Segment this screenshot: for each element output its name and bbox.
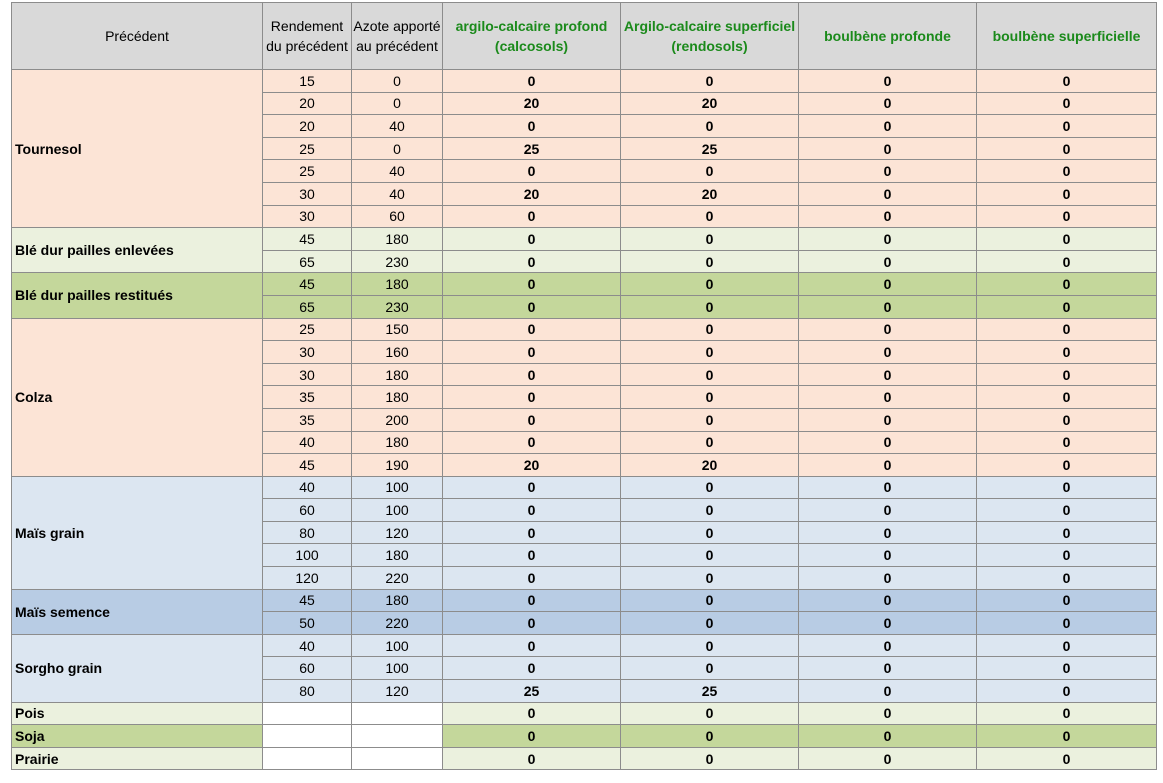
soil-value-cell: 0 bbox=[443, 386, 621, 409]
precedent-cell: Sorgho grain bbox=[12, 634, 263, 702]
azote-cell: 180 bbox=[352, 589, 443, 612]
azote-cell bbox=[352, 725, 443, 748]
soil-value-cell: 0 bbox=[977, 408, 1157, 431]
soil-value-cell: 20 bbox=[443, 454, 621, 477]
rendement-cell: 35 bbox=[263, 408, 352, 431]
rendement-cell: 20 bbox=[263, 92, 352, 115]
header-rendement: Rendement du précédent bbox=[263, 3, 352, 70]
table-body bbox=[12, 70, 1157, 770]
azote-cell: 100 bbox=[352, 657, 443, 680]
soil-value-cell: 0 bbox=[443, 634, 621, 657]
soil-value-cell: 0 bbox=[443, 70, 621, 93]
nitrogen-table-container bbox=[11, 2, 1157, 770]
soil-value-cell: 0 bbox=[799, 273, 977, 296]
azote-cell: 160 bbox=[352, 341, 443, 364]
soil-value-cell: 0 bbox=[621, 634, 799, 657]
soil-value-cell: 0 bbox=[977, 205, 1157, 228]
precedent-cell: Blé dur pailles enlevées bbox=[12, 228, 263, 273]
soil-value-cell: 0 bbox=[621, 228, 799, 251]
soil-value-cell: 0 bbox=[799, 386, 977, 409]
azote-cell: 0 bbox=[352, 137, 443, 160]
azote-cell: 40 bbox=[352, 182, 443, 205]
soil-value-cell: 0 bbox=[977, 567, 1157, 590]
soil-value-cell: 20 bbox=[443, 92, 621, 115]
soil-value-cell: 0 bbox=[621, 431, 799, 454]
azote-cell: 100 bbox=[352, 476, 443, 499]
rendement-cell: 35 bbox=[263, 386, 352, 409]
soil-value-cell: 0 bbox=[443, 657, 621, 680]
table-row bbox=[12, 747, 1157, 770]
azote-cell: 100 bbox=[352, 499, 443, 522]
soil-value-cell: 0 bbox=[621, 386, 799, 409]
soil-value-cell: 0 bbox=[621, 250, 799, 273]
soil-value-cell: 0 bbox=[621, 341, 799, 364]
rendement-cell: 30 bbox=[263, 182, 352, 205]
table-row bbox=[12, 589, 1157, 612]
soil-value-cell: 0 bbox=[621, 408, 799, 431]
soil-value-cell: 0 bbox=[977, 295, 1157, 318]
header-azote: Azote apporté au précédent bbox=[352, 3, 443, 70]
nitrogen-table bbox=[11, 2, 1157, 770]
table-row bbox=[12, 318, 1157, 341]
soil-value-cell: 0 bbox=[977, 476, 1157, 499]
soil-value-cell: 0 bbox=[977, 318, 1157, 341]
soil-value-cell: 0 bbox=[799, 408, 977, 431]
soil-value-cell: 0 bbox=[977, 182, 1157, 205]
soil-value-cell: 0 bbox=[443, 341, 621, 364]
soil-value-cell: 0 bbox=[977, 589, 1157, 612]
rendement-cell: 40 bbox=[263, 634, 352, 657]
soil-value-cell: 0 bbox=[621, 747, 799, 770]
soil-value-cell: 0 bbox=[443, 408, 621, 431]
soil-value-cell: 0 bbox=[799, 250, 977, 273]
soil-value-cell: 0 bbox=[799, 182, 977, 205]
soil-value-cell: 0 bbox=[443, 431, 621, 454]
soil-value-cell: 0 bbox=[799, 431, 977, 454]
rendement-cell: 120 bbox=[263, 567, 352, 590]
soil-value-cell: 0 bbox=[621, 657, 799, 680]
soil-value-cell: 0 bbox=[799, 137, 977, 160]
header-precedent: Précédent bbox=[12, 3, 263, 70]
soil-value-cell: 20 bbox=[443, 182, 621, 205]
precedent-cell: Maïs semence bbox=[12, 589, 263, 634]
soil-value-cell: 0 bbox=[443, 250, 621, 273]
soil-value-cell: 0 bbox=[621, 476, 799, 499]
soil-value-cell: 0 bbox=[443, 205, 621, 228]
soil-value-cell: 0 bbox=[443, 295, 621, 318]
soil-value-cell: 0 bbox=[621, 205, 799, 228]
soil-value-cell: 20 bbox=[621, 182, 799, 205]
soil-value-cell: 0 bbox=[799, 476, 977, 499]
soil-value-cell: 0 bbox=[621, 567, 799, 590]
rendement-cell: 80 bbox=[263, 680, 352, 703]
soil-value-cell: 0 bbox=[977, 612, 1157, 635]
soil-value-cell: 20 bbox=[621, 92, 799, 115]
soil-value-cell: 0 bbox=[799, 747, 977, 770]
header-row bbox=[12, 3, 1157, 70]
azote-cell bbox=[352, 702, 443, 725]
azote-cell: 230 bbox=[352, 295, 443, 318]
rendement-cell: 40 bbox=[263, 476, 352, 499]
rendement-cell: 45 bbox=[263, 454, 352, 477]
soil-value-cell: 0 bbox=[443, 160, 621, 183]
soil-value-cell: 0 bbox=[977, 702, 1157, 725]
precedent-cell: Pois bbox=[12, 702, 263, 725]
rendement-cell: 50 bbox=[263, 612, 352, 635]
rendement-cell: 25 bbox=[263, 160, 352, 183]
rendement-cell bbox=[263, 725, 352, 748]
soil-value-cell: 0 bbox=[977, 725, 1157, 748]
header-soil-boulbene-superficielle: boulbène superficielle bbox=[977, 3, 1157, 70]
rendement-cell: 65 bbox=[263, 250, 352, 273]
rendement-cell: 40 bbox=[263, 431, 352, 454]
soil-value-cell: 25 bbox=[443, 137, 621, 160]
soil-value-cell: 0 bbox=[799, 612, 977, 635]
precedent-cell: Blé dur pailles restitués bbox=[12, 273, 263, 318]
azote-cell: 180 bbox=[352, 228, 443, 251]
soil-value-cell: 0 bbox=[977, 454, 1157, 477]
precedent-cell: Tournesol bbox=[12, 70, 263, 228]
rendement-cell: 65 bbox=[263, 295, 352, 318]
azote-cell: 180 bbox=[352, 363, 443, 386]
soil-value-cell: 0 bbox=[621, 725, 799, 748]
rendement-cell: 60 bbox=[263, 657, 352, 680]
soil-value-cell: 0 bbox=[799, 544, 977, 567]
soil-value-cell: 0 bbox=[443, 747, 621, 770]
soil-value-cell: 0 bbox=[977, 160, 1157, 183]
soil-value-cell: 0 bbox=[443, 228, 621, 251]
rendement-cell: 60 bbox=[263, 499, 352, 522]
precedent-cell: Prairie bbox=[12, 747, 263, 770]
precedent-cell: Colza bbox=[12, 318, 263, 476]
rendement-cell bbox=[263, 702, 352, 725]
soil-value-cell: 0 bbox=[621, 521, 799, 544]
soil-value-cell: 0 bbox=[799, 228, 977, 251]
soil-value-cell: 0 bbox=[977, 657, 1157, 680]
soil-value-cell: 0 bbox=[799, 499, 977, 522]
azote-cell: 220 bbox=[352, 612, 443, 635]
soil-value-cell: 0 bbox=[977, 341, 1157, 364]
rendement-cell: 20 bbox=[263, 115, 352, 138]
soil-value-cell: 0 bbox=[621, 589, 799, 612]
soil-value-cell: 0 bbox=[977, 115, 1157, 138]
azote-cell: 100 bbox=[352, 634, 443, 657]
soil-value-cell: 0 bbox=[621, 160, 799, 183]
azote-cell: 180 bbox=[352, 544, 443, 567]
soil-value-cell: 0 bbox=[977, 228, 1157, 251]
soil-value-cell: 0 bbox=[977, 499, 1157, 522]
azote-cell: 40 bbox=[352, 160, 443, 183]
soil-value-cell: 0 bbox=[799, 702, 977, 725]
header-soil-boulbene-profonde: boulbène profonde bbox=[799, 3, 977, 70]
precedent-cell: Soja bbox=[12, 725, 263, 748]
soil-value-cell: 0 bbox=[621, 295, 799, 318]
soil-value-cell: 0 bbox=[977, 92, 1157, 115]
soil-value-cell: 0 bbox=[799, 567, 977, 590]
azote-cell: 190 bbox=[352, 454, 443, 477]
soil-value-cell: 0 bbox=[621, 612, 799, 635]
soil-value-cell: 0 bbox=[977, 273, 1157, 296]
soil-value-cell: 0 bbox=[443, 318, 621, 341]
rendement-cell: 45 bbox=[263, 273, 352, 296]
header-soil-argilo-profond: argilo-calcaire profond (calcosols) bbox=[443, 3, 621, 70]
rendement-cell: 30 bbox=[263, 205, 352, 228]
soil-value-cell: 0 bbox=[621, 544, 799, 567]
rendement-cell bbox=[263, 747, 352, 770]
soil-value-cell: 0 bbox=[799, 341, 977, 364]
rendement-cell: 80 bbox=[263, 521, 352, 544]
soil-value-cell: 0 bbox=[621, 702, 799, 725]
soil-value-cell: 0 bbox=[799, 318, 977, 341]
soil-value-cell: 0 bbox=[443, 476, 621, 499]
rendement-cell: 30 bbox=[263, 363, 352, 386]
soil-value-cell: 0 bbox=[621, 318, 799, 341]
rendement-cell: 15 bbox=[263, 70, 352, 93]
soil-value-cell: 0 bbox=[621, 70, 799, 93]
azote-cell: 0 bbox=[352, 92, 443, 115]
soil-value-cell: 0 bbox=[977, 431, 1157, 454]
soil-value-cell: 0 bbox=[443, 499, 621, 522]
soil-value-cell: 0 bbox=[799, 680, 977, 703]
azote-cell: 180 bbox=[352, 431, 443, 454]
soil-value-cell: 25 bbox=[443, 680, 621, 703]
soil-value-cell: 0 bbox=[799, 725, 977, 748]
soil-value-cell: 0 bbox=[799, 295, 977, 318]
azote-cell: 120 bbox=[352, 680, 443, 703]
soil-value-cell: 0 bbox=[977, 70, 1157, 93]
precedent-cell: Maïs grain bbox=[12, 476, 263, 589]
azote-cell bbox=[352, 747, 443, 770]
table-row bbox=[12, 273, 1157, 296]
soil-value-cell: 0 bbox=[443, 702, 621, 725]
header-soil-argilo-superficiel: Argilo-calcaire superficiel (rendosols) bbox=[621, 3, 799, 70]
soil-value-cell: 0 bbox=[799, 160, 977, 183]
azote-cell: 0 bbox=[352, 70, 443, 93]
soil-value-cell: 0 bbox=[977, 521, 1157, 544]
soil-value-cell: 0 bbox=[443, 567, 621, 590]
soil-value-cell: 20 bbox=[621, 454, 799, 477]
soil-value-cell: 0 bbox=[799, 92, 977, 115]
azote-cell: 180 bbox=[352, 386, 443, 409]
soil-value-cell: 0 bbox=[799, 70, 977, 93]
soil-value-cell: 0 bbox=[443, 725, 621, 748]
azote-cell: 180 bbox=[352, 273, 443, 296]
azote-cell: 60 bbox=[352, 205, 443, 228]
soil-value-cell: 0 bbox=[799, 205, 977, 228]
azote-cell: 230 bbox=[352, 250, 443, 273]
table-row bbox=[12, 228, 1157, 251]
soil-value-cell: 0 bbox=[977, 137, 1157, 160]
table-row bbox=[12, 702, 1157, 725]
soil-value-cell: 0 bbox=[799, 657, 977, 680]
soil-value-cell: 0 bbox=[799, 589, 977, 612]
soil-value-cell: 0 bbox=[621, 499, 799, 522]
soil-value-cell: 0 bbox=[443, 544, 621, 567]
table-row bbox=[12, 725, 1157, 748]
table-row bbox=[12, 476, 1157, 499]
azote-cell: 220 bbox=[352, 567, 443, 590]
soil-value-cell: 25 bbox=[621, 137, 799, 160]
soil-value-cell: 0 bbox=[977, 544, 1157, 567]
rendement-cell: 30 bbox=[263, 341, 352, 364]
table-row bbox=[12, 70, 1157, 93]
rendement-cell: 45 bbox=[263, 228, 352, 251]
azote-cell: 40 bbox=[352, 115, 443, 138]
soil-value-cell: 0 bbox=[799, 634, 977, 657]
soil-value-cell: 0 bbox=[799, 454, 977, 477]
azote-cell: 120 bbox=[352, 521, 443, 544]
soil-value-cell: 0 bbox=[443, 589, 621, 612]
soil-value-cell: 0 bbox=[977, 386, 1157, 409]
soil-value-cell: 0 bbox=[443, 273, 621, 296]
rendement-cell: 45 bbox=[263, 589, 352, 612]
soil-value-cell: 0 bbox=[443, 521, 621, 544]
soil-value-cell: 0 bbox=[977, 363, 1157, 386]
azote-cell: 150 bbox=[352, 318, 443, 341]
soil-value-cell: 0 bbox=[621, 273, 799, 296]
soil-value-cell: 0 bbox=[977, 680, 1157, 703]
azote-cell: 200 bbox=[352, 408, 443, 431]
rendement-cell: 25 bbox=[263, 318, 352, 341]
soil-value-cell: 0 bbox=[799, 115, 977, 138]
soil-value-cell: 0 bbox=[977, 634, 1157, 657]
soil-value-cell: 25 bbox=[621, 680, 799, 703]
soil-value-cell: 0 bbox=[443, 363, 621, 386]
rendement-cell: 25 bbox=[263, 137, 352, 160]
soil-value-cell: 0 bbox=[621, 363, 799, 386]
rendement-cell: 100 bbox=[263, 544, 352, 567]
soil-value-cell: 0 bbox=[977, 747, 1157, 770]
soil-value-cell: 0 bbox=[443, 115, 621, 138]
soil-value-cell: 0 bbox=[977, 250, 1157, 273]
soil-value-cell: 0 bbox=[799, 363, 977, 386]
soil-value-cell: 0 bbox=[799, 521, 977, 544]
soil-value-cell: 0 bbox=[621, 115, 799, 138]
table-row bbox=[12, 634, 1157, 657]
soil-value-cell: 0 bbox=[443, 612, 621, 635]
